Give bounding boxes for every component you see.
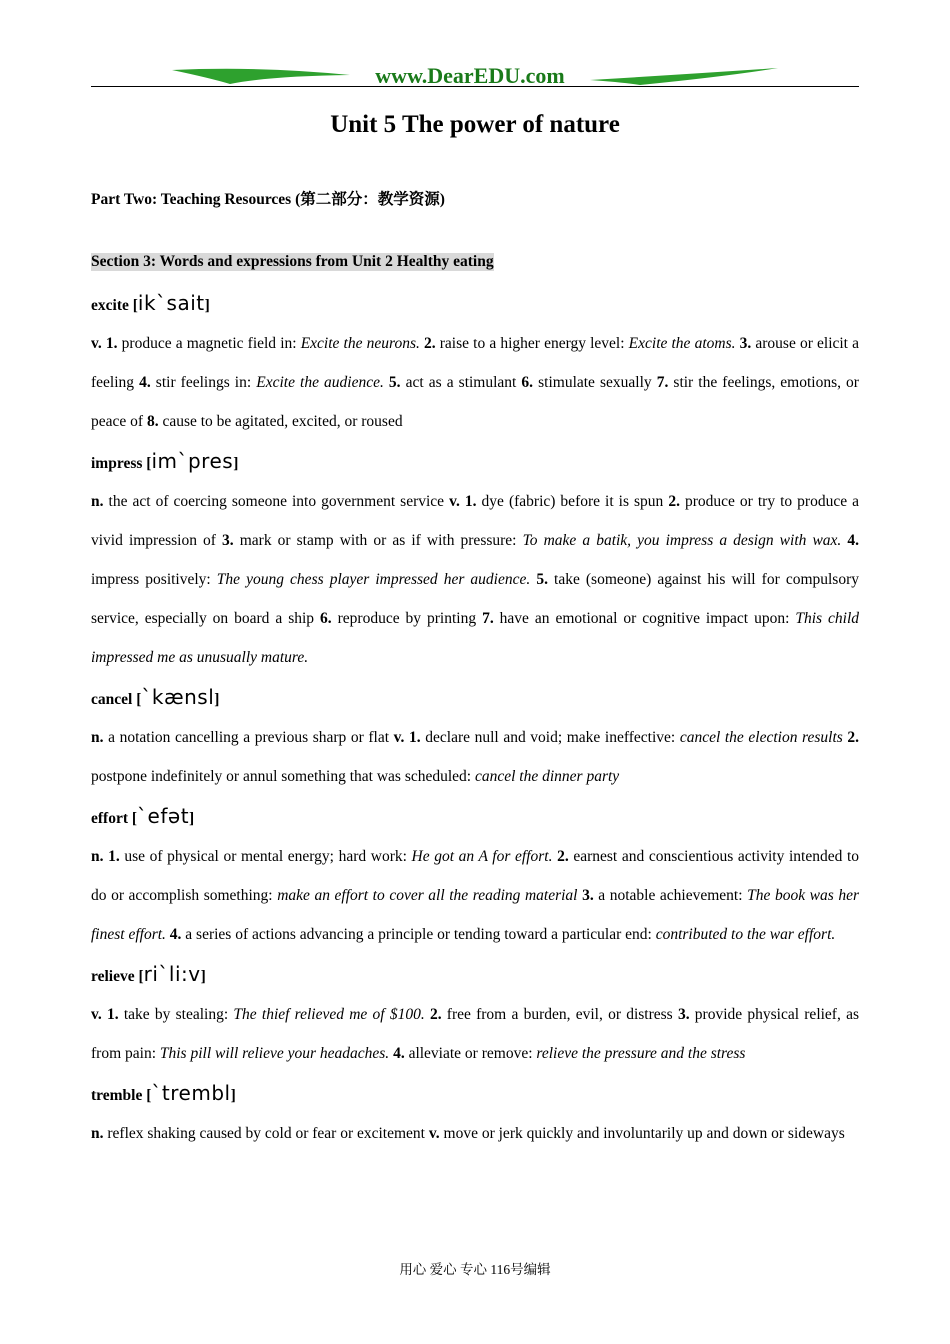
vocab-entry [91, 677, 859, 796]
sense-number: 3. [677, 1006, 690, 1023]
sense-number: 3. [739, 335, 752, 352]
definition-text: a notation cancelling a previous sharp or flat [103, 729, 394, 746]
entry-phonetic: ri`li:v [143, 962, 201, 986]
definition-text: use of physical or mental energy; hard work: [119, 848, 412, 865]
entry-definition [91, 1114, 859, 1153]
definition-text: the act of coercing someone into government service [103, 493, 450, 510]
sense-number: 1. [464, 493, 477, 510]
sense-number: n. [91, 729, 104, 746]
definition-text: produce or try to produce a vivid impression of [91, 493, 859, 549]
entry-definition [91, 324, 859, 441]
entry-heading: excite [ik`sait] [91, 291, 210, 315]
logo-left-swoosh [172, 69, 350, 84]
definition-text: provide physical relief, as from pain: [91, 1006, 859, 1062]
sense-number: 7. [656, 374, 669, 391]
definition-text: free from a burden, evil, or distress [441, 1006, 678, 1023]
usage-example: Excite the atoms. [628, 335, 736, 352]
sense-number: n. [91, 1125, 104, 1142]
sense-number: 7. [482, 610, 494, 627]
usage-example: This child impressed me as unusually mature. [91, 610, 860, 666]
definition-text: move or jerk quickly and involuntarily up and down or sideways [439, 1125, 845, 1142]
sense-number: n. [91, 848, 104, 865]
logo-right-swoosh [590, 68, 778, 85]
usage-example: Excite the audience. [256, 374, 384, 391]
usage-example: To make a batik, you impress a design with wax. [522, 532, 842, 549]
definition-text: postpone indefinitely or annul something that was scheduled: [91, 768, 475, 785]
logo-text: www.DearEDU.com [375, 63, 565, 88]
vocab-entry [91, 441, 859, 677]
entry-definition [91, 995, 859, 1073]
sense-number: v. 1. [91, 335, 118, 352]
entry-heading: impress [im`pres] [91, 449, 239, 473]
sense-number: 2. [847, 729, 860, 746]
sense-number: 2. [429, 1006, 442, 1023]
sense-number: 2. [668, 493, 680, 510]
entry-word: tremble [91, 1087, 143, 1104]
definition-text: earnest and conscientious activity intended to do or accomplish something: [91, 848, 860, 904]
usage-example: The book was her finest effort. [91, 887, 860, 943]
definition-text: take (someone) against his will for compulsory service, especially on board a ship [91, 571, 860, 627]
sense-number: 6. [320, 610, 332, 627]
definition-text: raise to a higher energy level: [435, 335, 629, 352]
sense-number: 4. [139, 374, 151, 391]
vocab-entry [91, 954, 859, 1073]
sense-number: 1. [409, 729, 421, 746]
sense-number: 2. [557, 848, 569, 865]
usage-example: He got an A for effort. [411, 848, 553, 865]
entry-definition [91, 482, 859, 677]
sense-number: 4. [169, 926, 182, 943]
sense-number: 2. [424, 335, 436, 352]
definition-text: stir feelings in: [150, 374, 257, 391]
sense-number: v. [449, 493, 460, 510]
sense-number: 3. [582, 887, 594, 904]
definition-text: cause to be agitated, excited, or roused [158, 413, 403, 430]
definition-text: alleviate or remove: [404, 1045, 537, 1062]
entry-heading: effort [`efət] [91, 804, 195, 828]
header-rule [91, 86, 859, 87]
definition-text: mark or stamp with or as if with pressure: [233, 532, 523, 549]
usage-example: cancel the dinner party [474, 768, 620, 785]
vocab-entry [91, 1073, 859, 1153]
definition-text: reproduce by printing [331, 610, 483, 627]
definition-text: reflex shaking caused by cold or fear or excitement [103, 1125, 429, 1142]
entry-word: cancel [91, 691, 133, 708]
vocab-entry [91, 796, 859, 954]
definition-text: act as a stimulant [400, 374, 522, 391]
usage-example: The thief relieved me of $100. [233, 1006, 425, 1023]
vocabulary-list [91, 283, 859, 1153]
entry-definition [91, 837, 859, 954]
definition-text: impress positively: [91, 571, 217, 588]
usage-example: This pill will relieve your headaches. [159, 1045, 390, 1062]
definition-text: produce a magnetic field in: [117, 335, 301, 352]
definition-text: dye (fabric) before it is spun [476, 493, 669, 510]
entry-word: relieve [91, 968, 135, 985]
definition-text: stimulate sexually [533, 374, 657, 391]
entry-heading: tremble [`trembl] [91, 1081, 236, 1105]
usage-example: contributed to the war effort. [655, 926, 836, 943]
sense-number: v. [393, 729, 405, 746]
part-heading: Part Two: Teaching Resources (第二部分：教学资源) [91, 191, 445, 208]
usage-example: Excite the neurons. [300, 335, 420, 352]
entry-definition [91, 718, 859, 796]
definition-text: a notable achievement: [593, 887, 748, 904]
usage-example: The young chess player impressed her audience. [216, 571, 531, 588]
entry-word: impress [91, 455, 143, 472]
entry-heading: cancel [`kænsl] [91, 685, 220, 709]
definition-text: declare null and void; make ineffective: [420, 729, 680, 746]
entry-phonetic: `kænsl [141, 685, 215, 709]
sense-number: 4. [847, 532, 860, 549]
usage-example: cancel the election results [679, 729, 843, 746]
entry-phonetic: ik`sait [137, 291, 205, 315]
sense-number: 6. [521, 374, 534, 391]
sense-number: v. [428, 1125, 440, 1142]
sense-number: 8. [146, 413, 159, 430]
page-title: Unit 5 The power of nature [330, 111, 620, 138]
usage-example: make an effort to cover all the reading material [277, 887, 578, 904]
definition-text: stir the feelings, emotions, or peace of [91, 374, 859, 430]
entry-phonetic: im`pres [151, 449, 234, 473]
sense-number: 1. [108, 848, 120, 865]
entry-word: effort [91, 810, 128, 827]
usage-example: relieve the pressure and the stress [536, 1045, 746, 1062]
entry-heading: relieve [ri`li:v] [91, 962, 206, 986]
page-footer: 用心 爱心 专心 116号编辑 [399, 1262, 551, 1277]
definition-text: arouse or elicit a feeling [91, 335, 859, 391]
sense-number: 5. [536, 571, 548, 588]
definition-text: have an emotional or cognitive impact upon: [493, 610, 796, 627]
entry-phonetic: `trembl [151, 1081, 231, 1105]
sense-number: 4. [393, 1045, 405, 1062]
section-heading: Section 3: Words and expressions from Unit 2 Healthy eating [91, 253, 494, 270]
definition-text: a series of actions advancing a principle or tending toward a particular end: [181, 926, 656, 943]
entry-word: excite [91, 297, 129, 314]
sense-number: 3. [222, 532, 234, 549]
entry-phonetic: `efət [137, 804, 190, 828]
sense-number: n. [91, 493, 104, 510]
vocab-entry [91, 283, 859, 441]
definition-text: take by stealing: [118, 1006, 234, 1023]
sense-number: 5. [388, 374, 401, 391]
sense-number: v. 1. [91, 1006, 119, 1023]
